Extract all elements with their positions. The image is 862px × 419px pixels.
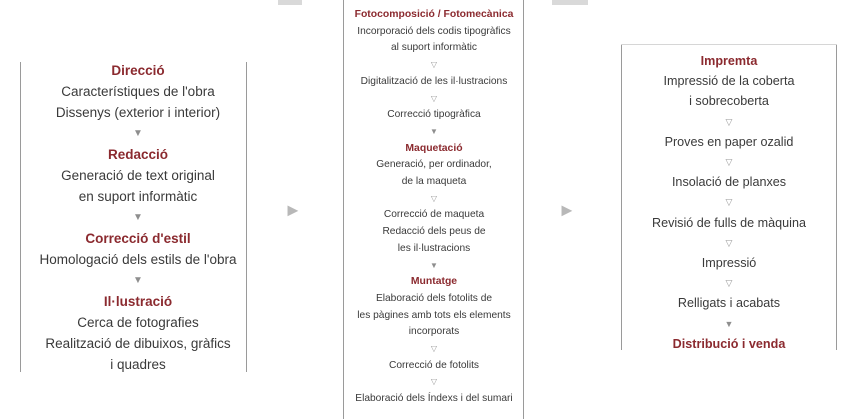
top-bar-right <box>552 0 588 5</box>
flow-column-printing <box>622 51 836 354</box>
step-text: incorporats <box>408 326 460 338</box>
down-arrow-filled-icon: ▼ <box>430 260 438 270</box>
step-text: Elaboració dels Índexs i del sumari <box>355 393 513 405</box>
down-arrow-filled-icon: ▼ <box>430 126 438 136</box>
step-text: Característiques de l'obra <box>61 84 215 99</box>
step-text: i quadres <box>110 357 166 372</box>
step-text: de la maqueta <box>401 176 467 188</box>
step-heading: Correcció d'estil <box>85 231 191 246</box>
down-arrow-outline-icon: ▽ <box>725 197 733 208</box>
step-heading: Direcció <box>111 63 165 78</box>
step-text: Correcció de maqueta <box>383 209 485 221</box>
step-text: Correcció de fotolits <box>388 359 480 371</box>
step-text: Redacció dels peus de <box>382 226 486 238</box>
step-heading: Redacció <box>107 147 169 162</box>
flow-arrow-2: ► <box>558 200 576 220</box>
step-text: Elaboració dels fotolits de <box>375 292 493 304</box>
down-arrow-filled-icon: ▼ <box>133 275 143 286</box>
step-text: Impressió de la coberta <box>663 74 795 89</box>
down-arrow-outline-icon: ▽ <box>725 278 733 289</box>
down-arrow-outline-icon: ▽ <box>430 193 438 203</box>
step-text: Homologació dels estils de l'obra <box>39 252 237 267</box>
down-arrow-outline-icon: ▽ <box>725 157 733 168</box>
down-arrow-filled-icon: ▼ <box>724 318 734 329</box>
step-text: Insolació de planxes <box>671 175 787 190</box>
left-column-rule <box>20 62 21 372</box>
step-text: Dissenys (exterior i interior) <box>55 105 221 120</box>
step-text: Digitalització de les il·lustracions <box>360 75 508 87</box>
step-heading: Muntatge <box>410 276 458 288</box>
step-text: Relligats i acabats <box>677 296 781 311</box>
down-arrow-outline-icon: ▽ <box>430 377 438 387</box>
step-text: les il·lustracions <box>397 242 471 254</box>
step-text: les pàgines amb tots els elements <box>357 309 511 321</box>
step-text: Realització de dibuixos, gràfics <box>45 336 231 351</box>
step-text: Incorporació dels codis tipogràfics <box>357 25 511 37</box>
step-text: Generació, per ordinador, <box>376 159 492 171</box>
down-arrow-filled-icon: ▼ <box>133 128 143 139</box>
down-arrow-outline-icon: ▽ <box>430 60 438 70</box>
step-heading: Impremta <box>700 54 758 68</box>
down-arrow-filled-icon: ▼ <box>133 212 143 223</box>
down-arrow-outline-icon: ▽ <box>430 93 438 103</box>
step-text: Impressió <box>701 256 757 271</box>
right-column-rule-right <box>836 44 837 350</box>
top-bar-left <box>278 0 302 5</box>
step-heading: Il·lustració <box>103 294 173 309</box>
step-heading: Maquetació <box>405 142 463 154</box>
step-text: al suport informàtic <box>390 42 478 54</box>
flow-column-prepress <box>343 7 525 408</box>
step-text: Cerca de fotografies <box>77 315 199 330</box>
step-text: Generació de text original <box>61 168 215 183</box>
down-arrow-outline-icon: ▽ <box>725 116 733 127</box>
step-text: Proves en paper ozalid <box>664 134 794 149</box>
flow-column-editorial <box>22 60 254 375</box>
step-text: Revisió de fulls de màquina <box>651 215 806 230</box>
step-heading: Fotocomposició / Fotomecànica <box>354 9 514 20</box>
right-column-top-rule <box>621 44 837 45</box>
down-arrow-outline-icon: ▽ <box>725 237 733 248</box>
step-text: i sobrecoberta <box>689 94 769 109</box>
down-arrow-outline-icon: ▽ <box>430 344 438 354</box>
step-text: Correcció tipogràfica <box>387 109 481 121</box>
flow-arrow-1: ► <box>284 200 302 220</box>
step-heading: Distribució i venda <box>672 336 786 351</box>
step-text: en suport informàtic <box>78 189 198 204</box>
